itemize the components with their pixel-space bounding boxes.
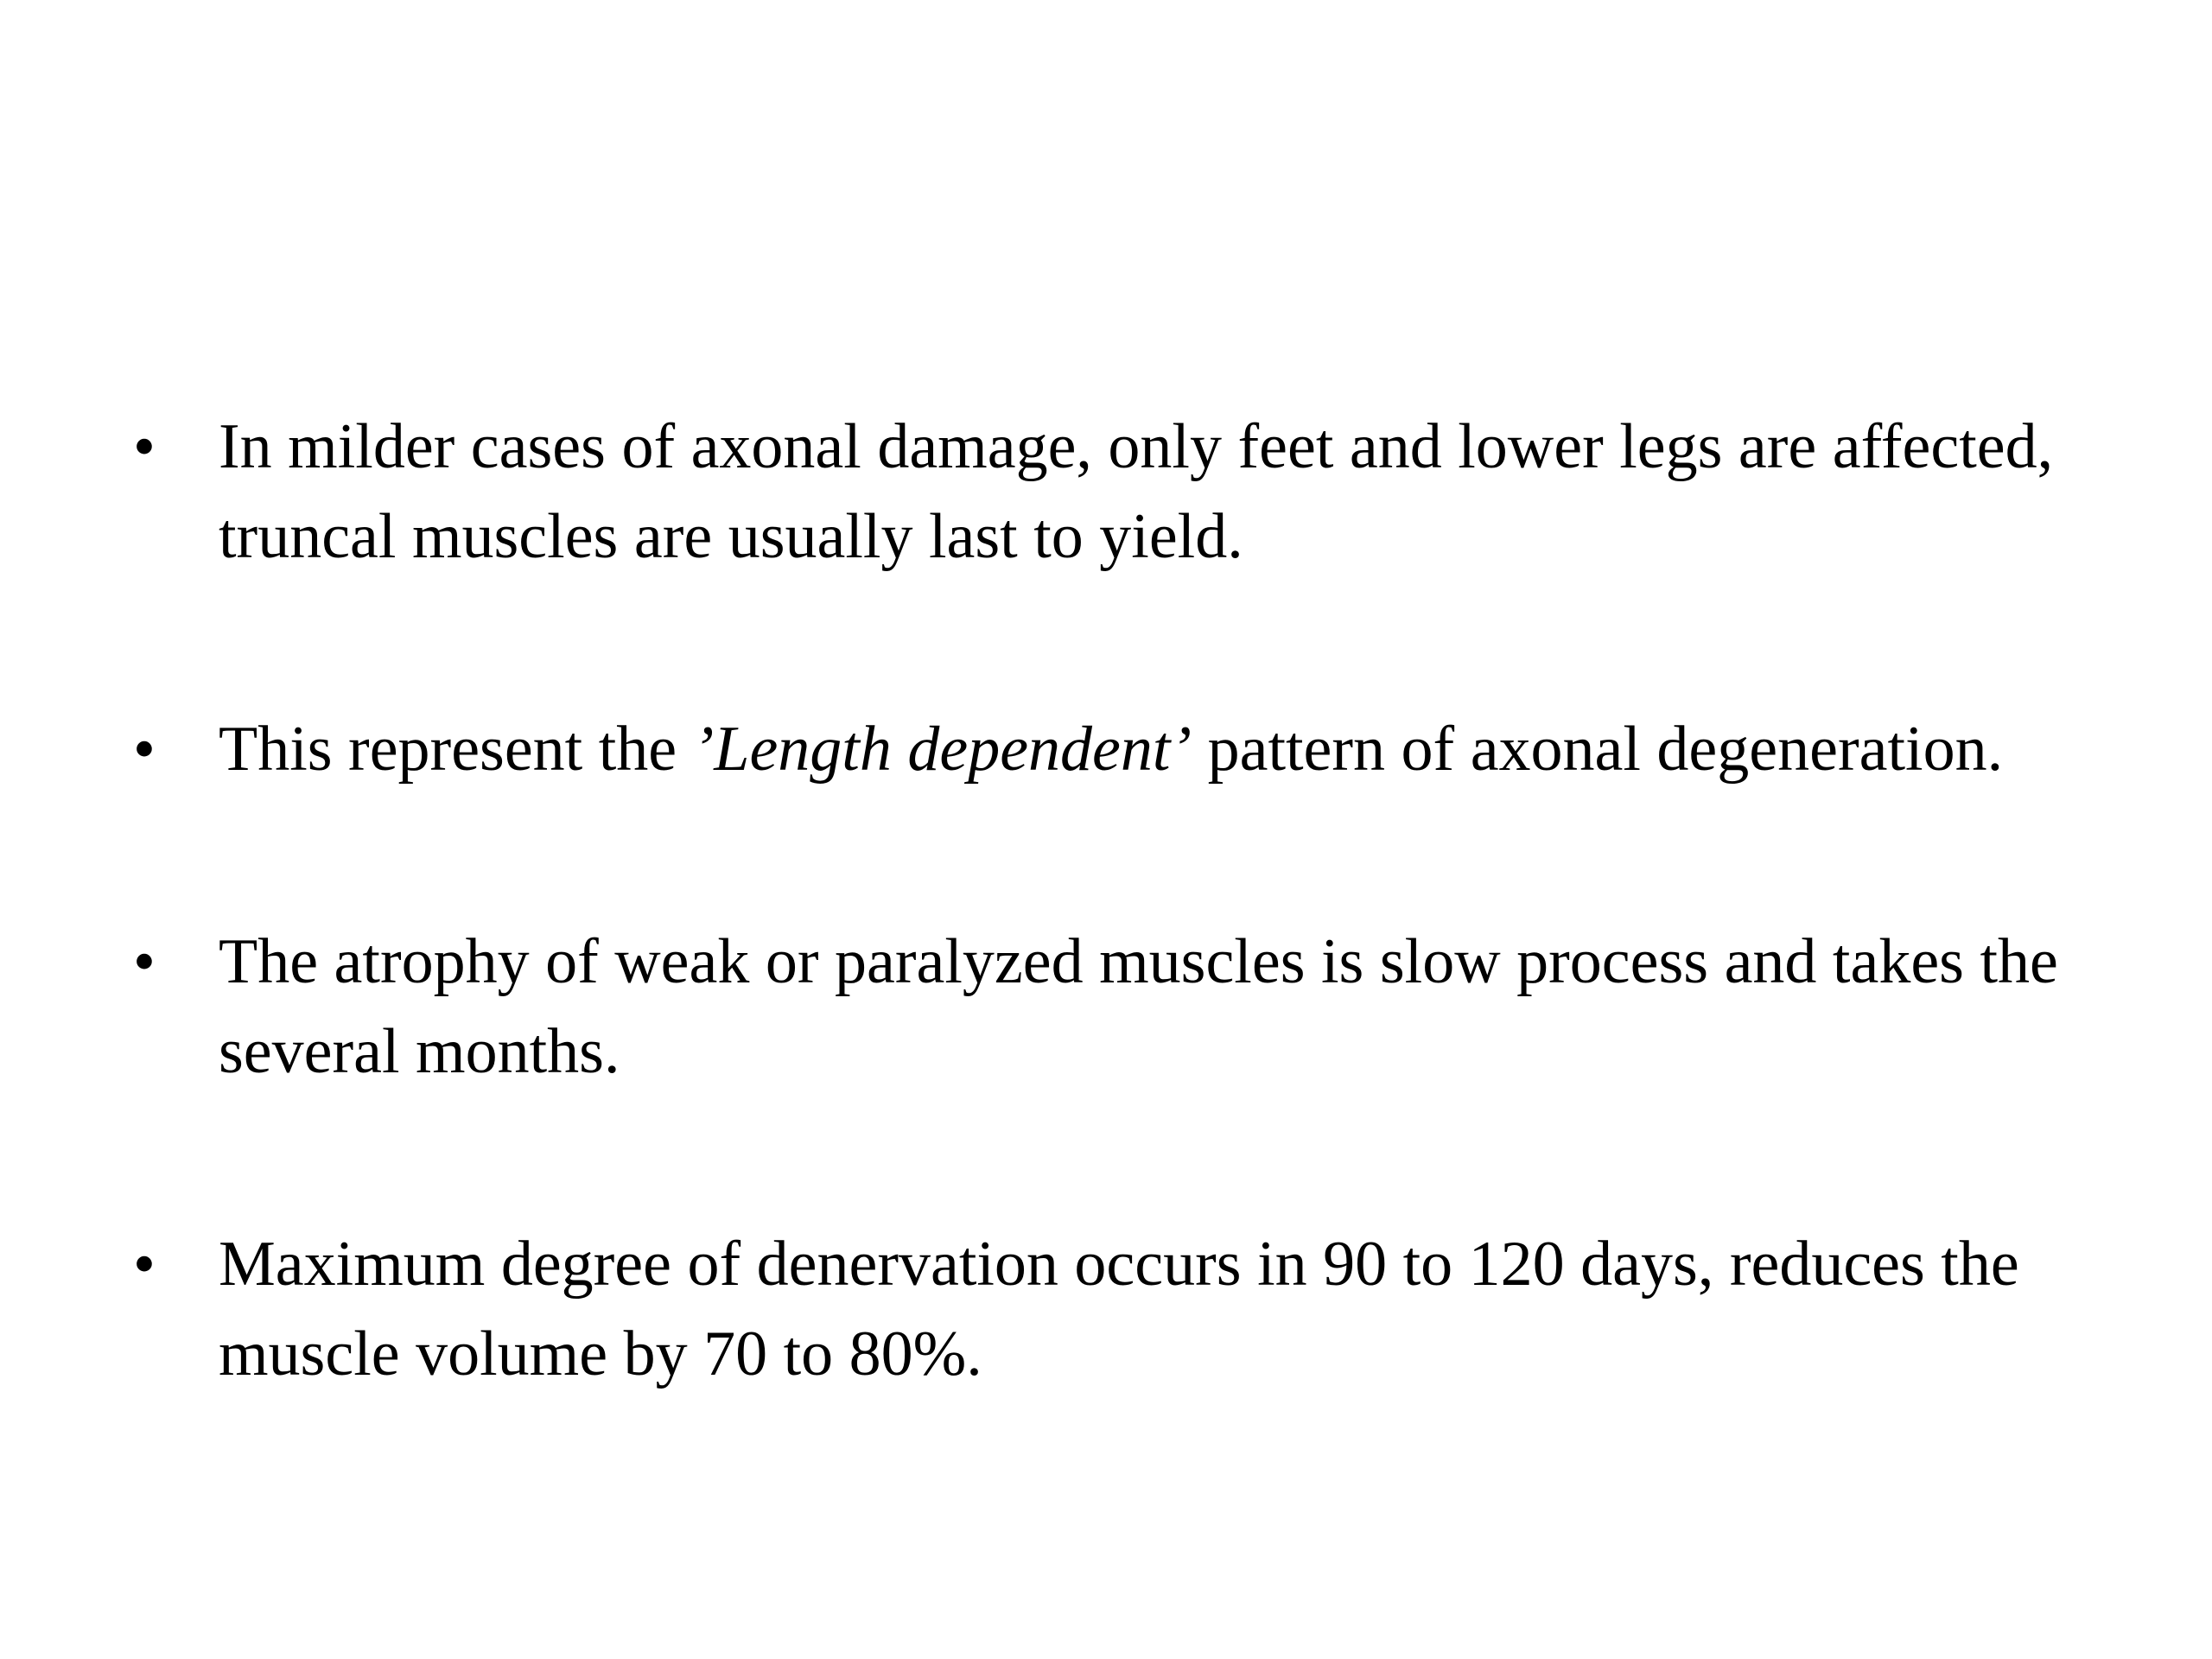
bullet-dot-icon: •: [133, 926, 156, 997]
bullet-item-1: [121, 402, 2108, 582]
bullet-list: [121, 402, 2108, 1399]
bullet-item-2: [121, 704, 2108, 794]
bullet-dot-icon: •: [133, 714, 156, 785]
bullet-dot-icon: •: [133, 1229, 156, 1300]
bullet-text: The atrophy of weak or paralyzed muscles is slow process and takes the several months.: [219, 926, 2058, 1087]
bullet-text: In milder cases of axonal damage, only feet and lower legs are affected, truncal muscles are usually last to yield.: [219, 411, 2054, 572]
bullet-text-before: This represent the: [219, 714, 693, 785]
bullet-item-4: [121, 1219, 2108, 1399]
bullet-text: Maximum degree of denervation occurs in 90 to 120 days, reduces the muscle volume by 70 to 80%.: [219, 1229, 2019, 1389]
bullet-text-emphasis: ’Length dependent’: [692, 714, 1192, 785]
bullet-text-after: pattern of axonal degeneration.: [1192, 714, 2004, 785]
bullet-dot-icon: •: [133, 411, 156, 482]
bullet-item-3: [121, 917, 2108, 1096]
